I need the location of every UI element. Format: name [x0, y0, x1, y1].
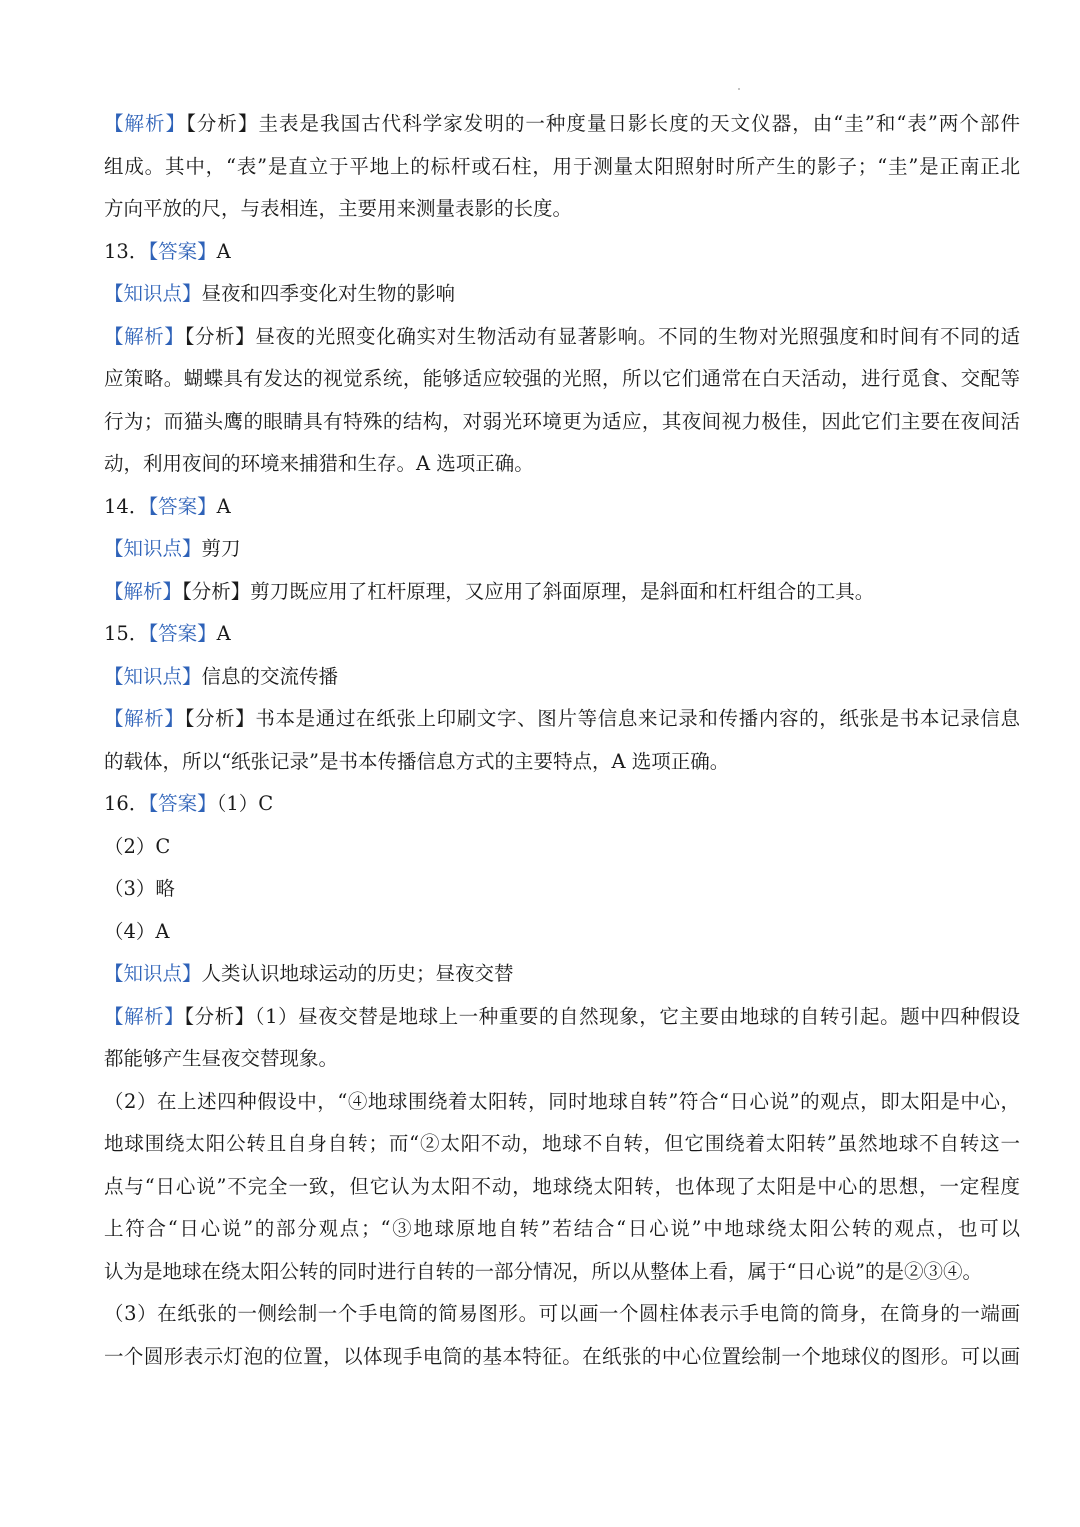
knowledge-point-label: 【知识点】 [104, 537, 202, 560]
answer-line [104, 231, 1020, 274]
body-text: （3）在纸张的一侧绘制一个手电筒的简易图形。可以画一个圆柱体表示手电筒的筒身，在筒身的一端画 [104, 1302, 1020, 1325]
answer-value: A [216, 622, 231, 645]
body-text: 认为是地球在绕太阳公转的同时进行自转的一部分情况，所以从整体上看，属于“日心说”的是②③④。 [104, 1259, 982, 1283]
knowledge-point-line [104, 656, 1020, 699]
body-text: 【分析】剪刀既应用了杠杆原理，又应用了斜面原理，是斜面和杠杆组合的工具。 [182, 579, 875, 603]
analysis-label: 【解析】 [104, 324, 185, 348]
knowledge-point-label: 【知识点】 [104, 664, 202, 688]
knowledge-point-text: 昼夜和四季变化对生物的影响 [201, 282, 456, 305]
sub-answer-line [104, 826, 1020, 869]
body-text: 【分析】昼夜的光照变化确实对生物活动有显著影响。不同的生物对光照强度和时间有不同的适 [184, 324, 1020, 348]
answer-label: 【答案】 [148, 239, 217, 263]
body-text: 方向平放的尺，与表相连，主要用来测量表影的长度。 [104, 197, 573, 220]
knowledge-point-label: 【知识点】 [104, 282, 202, 305]
body-text: 的载体，所以“纸张记录”是书本传播信息方式的主要特点，A 选项正确。 [104, 749, 730, 773]
analysis-label: 【解析】 [104, 707, 185, 730]
text-line [104, 1166, 1020, 1209]
answer-value: A [216, 494, 231, 518]
answer-label: 【答案】 [148, 494, 217, 518]
body-text: 动，利用夜间的环境来捕猎和生存。A 选项正确。 [104, 452, 534, 475]
body-text: 组成。其中，“表”是直立于平地上的标杆或石柱，用于测量太阳照射时所产生的影子；“圭”是正南正北 [104, 154, 1020, 178]
text-line [104, 1208, 1020, 1251]
text-line [104, 188, 1020, 231]
body-text: 点与“日心说”不完全一致，但它认为太阳不动，地球绕太阳转，也体现了太阳是中心的思想，一定程度 [104, 1174, 1020, 1198]
analysis-label: 【解析】 [104, 112, 187, 135]
answer-line [104, 613, 1020, 656]
body-text: 地球围绕太阳公转且自身自转；而“②太阳不动，地球不自转，但它围绕着太阳转”虽然地球不自转这一 [104, 1132, 1020, 1155]
text-line [104, 1081, 1020, 1124]
question-number: 13． [104, 239, 149, 263]
knowledge-point-line [104, 528, 1020, 571]
answer-label: 【答案】 [148, 622, 217, 645]
text-line [104, 996, 1020, 1039]
body-text: 【分析】圭表是我国古代科学家发明的一种度量日影长度的天文仪器，由“圭”和“表”两个部件 [186, 112, 1020, 135]
answer-line [104, 486, 1020, 529]
answer-line [104, 783, 1020, 826]
text-line [104, 1038, 1020, 1081]
knowledge-point-line [104, 953, 1020, 996]
text-line [104, 103, 1020, 146]
knowledge-point-text: 信息的交流传播 [201, 664, 339, 688]
body-text: 【分析】（1）昼夜交替是地球上一种重要的自然现象，它主要由地球的自转引起。题中四种假设 [184, 1004, 1020, 1028]
body-text: 【分析】书本是通过在纸张上印刷文字、图片等信息来记录和传播内容的，纸张是书本记录信息 [184, 707, 1020, 730]
sub-answer-line [104, 868, 1020, 911]
body-text: 行为；而猫头鹰的眼睛具有特殊的结构，对弱光环境更为适应，其夜间视力极佳，因此它们主要在夜间活 [104, 409, 1020, 433]
knowledge-point-label: 【知识点】 [104, 962, 202, 985]
knowledge-point-text: 人类认识地球运动的历史；昼夜交替 [201, 962, 514, 985]
answer-value: （1）C [216, 792, 274, 815]
text-line [104, 1251, 1020, 1294]
sub-answer-text: （2）C [104, 834, 171, 858]
body-text: 一个圆形表示灯泡的位置，以体现手电筒的基本特征。在纸张的中心位置绘制一个地球仪的图形。可以画 [104, 1344, 1020, 1368]
text-line [104, 146, 1020, 189]
sub-answer-line [104, 911, 1020, 954]
text-line [104, 741, 1020, 784]
answer-value: A [216, 239, 231, 263]
text-line [104, 1293, 1020, 1336]
answer-label: 【答案】 [148, 792, 217, 815]
text-line [104, 571, 1020, 614]
body-text: 都能够产生昼夜交替现象。 [104, 1047, 339, 1070]
document-page [104, 103, 1020, 1378]
text-line [104, 358, 1020, 401]
body-text: 上符合“日心说”的部分观点；“③地球原地自转”若结合“日心说”中地球绕太阳公转的观点，也可以 [104, 1217, 1020, 1240]
text-line [104, 443, 1020, 486]
question-number: 14． [104, 494, 149, 518]
scan-dot [738, 88, 740, 90]
knowledge-point-line [104, 273, 1020, 316]
knowledge-point-text: 剪刀 [201, 537, 241, 560]
body-text: （2）在上述四种假设中，“④地球围绕着太阳转，同时地球自转”符合“日心说”的观点，即太阳是中心， [104, 1089, 1020, 1113]
analysis-label: 【解析】 [104, 579, 183, 603]
question-number: 15． [104, 622, 149, 645]
text-line [104, 316, 1020, 359]
text-line [104, 401, 1020, 444]
text-line [104, 1336, 1020, 1379]
analysis-label: 【解析】 [104, 1004, 185, 1028]
body-text: 应策略。蝴蝶具有发达的视觉系统，能够适应较强的光照，所以它们通常在白天活动，进行觅食、交配等 [104, 367, 1020, 390]
question-number: 16． [104, 792, 149, 815]
text-line [104, 1123, 1020, 1166]
sub-answer-text: （4）A [104, 919, 170, 943]
text-line [104, 698, 1020, 741]
sub-answer-text: （3）略 [104, 877, 175, 900]
